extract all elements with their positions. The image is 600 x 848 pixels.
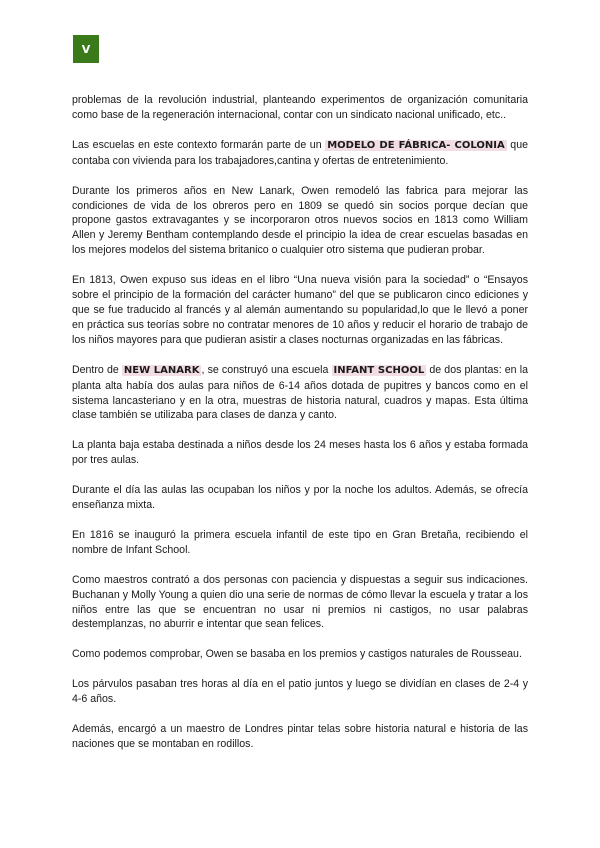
highlight-modelo-fabrica: MODELO DE FÁBRICA- COLONIA [327, 139, 505, 151]
paragraph-2-text-b: que contaba con vivienda para los trabajadores,cantina y ofertas de entretenimiento. [72, 138, 528, 167]
logo-letter: V [81, 42, 91, 56]
document-body [72, 93, 528, 767]
paragraph-10: Como podemos comprobar, Owen se basaba en los premios y castigos naturales de Rousseau. [72, 648, 522, 661]
paragraph-11: Los párvulos pasaban tres horas al día en el patio juntos y luego se dividían en clases de 2-4 y 4-6 años. [72, 678, 528, 706]
paragraph-5-text-c: de dos plantas: en la planta alta había dos aulas para niños de 6-14 años dotada de pupitres y bancos como en el sistema lancasteriano y en la otra, muestras de historia natural, cuadros y mapas. Esta última clase también se utilizaba para clases de danza y canto. [72, 363, 528, 422]
paragraph-5 [72, 363, 528, 424]
paragraph-6: La planta baja estaba destinada a niños desde los 24 meses hasta los 6 años y estaba formada por tres aulas. [72, 439, 528, 467]
paragraph-8: En 1816 se inauguró la primera escuela infantil de este tipo en Gran Bretaña, recibiendo el nombre de Infant School. [72, 528, 528, 556]
paragraph-2-text-a: Las escuelas en este contexto formarán parte de un [72, 138, 322, 151]
paragraph-1: problemas de la revolución industrial, planteando experimentos de organización comunitaria como base de la regeneración internacional, contar con un sindicato nacional unificado, etc.. [72, 94, 528, 121]
paragraph-12: Además, encargó a un maestro de Londres pintar telas sobre historia natural e historia de las naciones que se montaban en rodillos. [72, 723, 528, 750]
logo-badge [73, 35, 99, 63]
highlight-infant-school: INFANT SCHOOL [333, 364, 425, 376]
highlight-new-lanark: NEW LANARK [123, 364, 200, 376]
paragraph-2 [72, 138, 528, 169]
paragraph-3: Durante los primeros años en New Lanark, Owen remodeló las fabrica para mejorar las condiciones de vida de los obreros pero en 1809 se quedó sin socios porque decían que propone gastos extravagantes y se incorporaron otros nuevos socios en 1813 como William Allen y Jeremy Bentham contemplando desde el principio la idea de crear escuelas basadas en los mejores modelos del sistema britanico o cualquier otro sistema que pudieran probar. [72, 184, 528, 257]
paragraph-5-text-b: , se construyó una escuela [201, 363, 329, 376]
paragraph-7: Durante el día las aulas las ocupaban los niños y por la noche los adultos. Además, se ofrecía enseñanza mixta. [72, 484, 528, 512]
paragraph-9: Como maestros contrató a dos personas con paciencia y dispuestas a seguir sus indicaciones. Buchanan y Molly Young a quien dio una serie de normas de cómo llevar la escuela y tratar a los niños entre las que se encuentran no usar ni premios ni castigos, no usar palabras destemplanzas, no aburrir e intentar que sean felices. [72, 573, 528, 631]
paragraph-4: En 1813, Owen expuso sus ideas en el libro “Una nueva visión para la sociedad” o “Ensayos sobre el principio de la formación del carácter humano” del que se publicaron cinco ediciones y que se fue traducido al francés y al alemán aumentando su popularidad,lo que le llevó a poner en práctica sus teorías sobre no contratar menores de 10 años y reducir el horario de trabajo de los niños mayores para que pudieran asistir a clases nocturnas organizadas en las fábricas. [72, 274, 528, 346]
paragraph-5-text-a: Dentro de [72, 363, 119, 376]
